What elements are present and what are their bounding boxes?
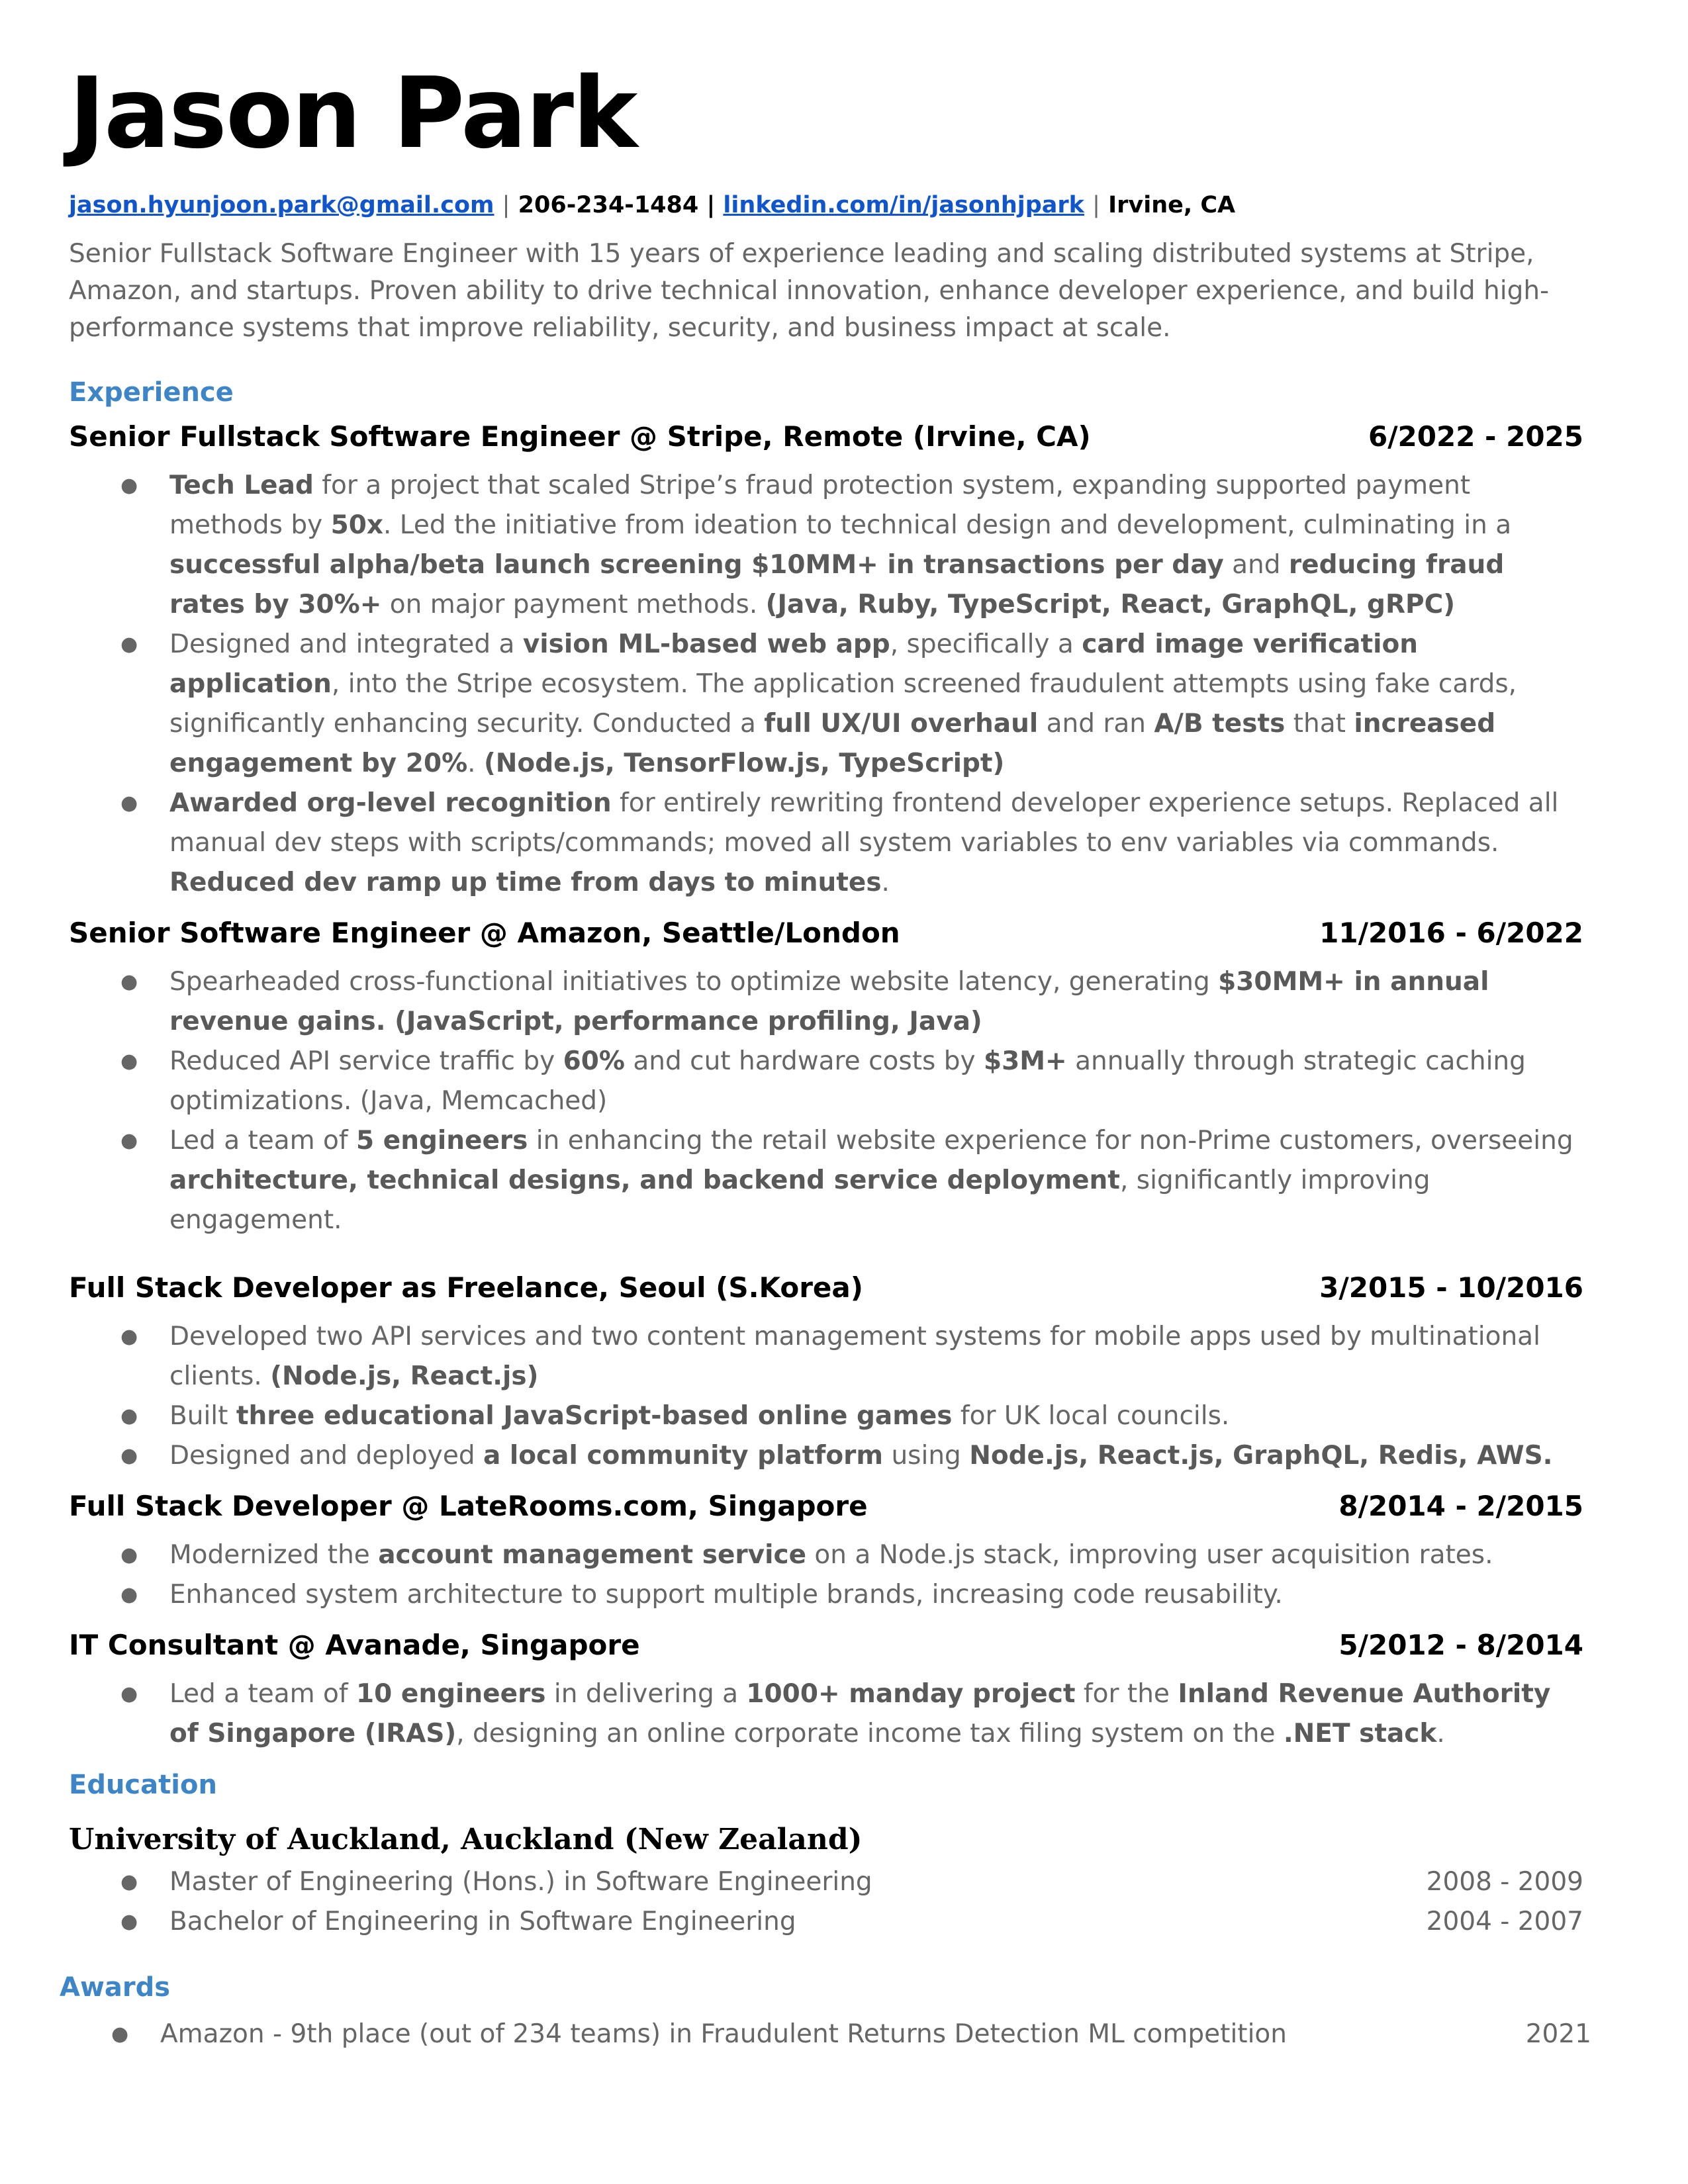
bullet-icon: ● [120,1910,138,1933]
bold-text: three educational JavaScript-based online games [236,1401,953,1431]
text: for entirely rewriting frontend developer experience setups. Replaced all manual dev steps with scripts/commands; moved all system variables to env variables via commands. [169,788,1559,858]
text: Led a team of [169,1679,357,1709]
list-item [69,466,1583,625]
bold-text: full UX/UI overhaul [764,709,1039,739]
job-header [69,915,1583,952]
text: , specifically a [890,629,1082,659]
list-item [69,1535,1583,1575]
text: Led a team of [169,1126,357,1156]
text: Developed two API services and two content management systems for mobile apps used by multinational clients. [169,1322,1540,1391]
bullet-icon: ● [120,1129,138,1152]
degree-item [69,1902,1583,1942]
bullet-icon: ● [120,1583,138,1606]
bold-text: Reduced dev ramp up time from days to minutes [169,868,882,897]
linkedin-link[interactable]: linkedin.com/in/jasonhjpark [723,192,1084,218]
bold-text: card image verification application [169,629,1419,699]
job-header [69,1488,1583,1525]
job-title: Full Stack Developer as Freelance, Seoul (S.Korea) [69,1271,863,1304]
job-dates: 6/2022 - 2025 [1368,420,1583,453]
awards-list [60,2015,1591,2054]
degree-label: Bachelor of Engineering in Software Engineering [169,1907,796,1936]
text: and [1223,550,1289,580]
job-dates: 8/2014 - 2/2015 [1338,1490,1583,1522]
bold-text: successful alpha/beta launch screening $10MM+ in transactions per day [169,550,1224,580]
job-bullets [69,466,1591,903]
resume-page [60,56,1591,2054]
summary: Senior Fullstack Software Engineer with 15 years of experience leading and scaling distributed systems at Stripe, Amazon, and startups. Proven ability to drive technical innovation, enhance developer experience, and build high-performance systems that improve reliability, security, and business impact at scale. [69,239,1550,343]
bold-text: vision ML-based web app [522,629,890,659]
contact-line [69,191,1591,220]
text: , into the Stripe ecosystem. The application screened fraudulent attempts using fake cards, significantly enhancing security. Conducted a [169,669,1517,739]
degree-years: 2008 - 2009 [1426,1867,1583,1897]
bold-text: a local community platform [483,1441,884,1471]
text: in enhancing the retail website experience for non-Prime customers, overseeing [528,1126,1573,1156]
bold-text: 1000+ manday project [746,1679,1076,1709]
bold-text: (Node.js, TensorFlow.js, TypeScript) [483,749,1005,778]
text: , designing an online corporate income tax filing system on the [456,1719,1284,1749]
bullet-icon: ● [120,1325,138,1348]
education-school: University of Auckland, Auckland (New Zealand) [69,1823,863,1856]
bold-text: account management service [378,1540,807,1570]
text: Modernized the [169,1540,379,1570]
bullet-icon: ● [120,1050,138,1073]
text: . [881,868,890,897]
job-dates: 11/2016 - 6/2022 [1319,917,1583,949]
job-header [69,1269,1583,1306]
bullet-icon: ● [120,1444,138,1467]
separator: | [502,192,510,218]
bold-text: .NET stack [1283,1719,1437,1749]
degree-label: Master of Engineering (Hons.) in Software Engineering [169,1867,872,1897]
job-header [69,418,1583,455]
bold-text: A/B tests [1154,709,1286,739]
bullet-icon: ● [120,1543,138,1567]
text: for UK local councils. [952,1401,1230,1431]
job-title: Senior Fullstack Software Engineer @ Stripe, Remote (Irvine, CA) [69,420,1091,453]
job-header [69,1627,1583,1664]
text: for the [1075,1679,1178,1709]
bullet-icon: ● [120,633,138,656]
bold-text: Awarded org-level recognition [169,788,612,818]
experience-heading: Experience [69,377,234,408]
awards-heading: Awards [60,1972,171,2003]
bullet-icon: ● [120,792,138,815]
text: Designed and deployed [169,1441,483,1471]
bullet-icon: ● [120,474,138,497]
award-label: Amazon - 9th place (out of 234 teams) in Fraudulent Returns Detection ML competition [160,2019,1287,2049]
job-dates: 3/2015 - 10/2016 [1319,1271,1583,1304]
text: using [883,1441,970,1471]
bold-text: 10 engineers [356,1679,546,1709]
list-item [69,784,1583,903]
job-bullets [69,1674,1591,1754]
text: Built [169,1401,236,1431]
bold-text: Inland Revenue Authority of Singapore (IRAS) [169,1679,1551,1749]
separator: | [1092,192,1100,218]
text: . [1436,1719,1445,1749]
email-link[interactable]: jason.hyunjoon.park@gmail.com [69,192,494,218]
location: Irvine, CA [1108,192,1236,218]
job-bullets [69,1535,1591,1615]
degree-years: 2004 - 2007 [1426,1907,1583,1936]
award-item [60,2015,1591,2054]
bold-text: increased engagement by 20% [169,709,1496,778]
list-item [69,962,1583,1042]
bold-text: 60% [563,1046,625,1076]
text: . Led the initiative from ideation to technical design and development, culminating in a [383,510,1512,540]
text: and ran [1038,709,1154,739]
bullet-icon: ● [120,1870,138,1893]
bold-text: $30MM+ in annual revenue gains. (JavaScript, performance profiling, Java) [169,967,1489,1036]
degree-list [69,1862,1591,1942]
bold-text: (Java, Ruby, TypeScript, React, GraphQL, gRPC) [765,590,1456,619]
candidate-name: Jason Park [69,56,637,170]
text: Designed and integrated a [169,629,523,659]
bold-text: (Node.js, React.js) [270,1361,539,1391]
bold-text: architecture, technical designs, and backend service deployment [169,1165,1120,1195]
text: on major payment methods. [381,590,766,619]
bold-text: $3M+ [983,1046,1067,1076]
bullet-icon: ● [120,970,138,993]
education-heading: Education [69,1770,217,1800]
list-item [69,1436,1583,1476]
list-item [69,1575,1583,1615]
list-item [69,1042,1583,1121]
degree-item [69,1862,1583,1902]
text: on a Node.js stack, improving user acquisition rates. [806,1540,1493,1570]
award-year: 2021 [1525,2019,1591,2049]
bold-text: 5 engineers [356,1126,528,1156]
phone-number: 206-234-1484 [518,192,699,218]
job-bullets [69,1317,1591,1476]
bullet-icon: ● [120,1404,138,1428]
bold-text: 50x [330,510,383,540]
bold-text: reducing fraud rates by 30%+ [169,550,1505,619]
bullet-icon: ● [120,1682,138,1706]
list-item [69,1317,1583,1396]
text: annually through strategic caching optimizations. (Java, Memcached) [169,1046,1526,1116]
text: Enhanced system architecture to support multiple brands, increasing code reusability. [169,1580,1283,1610]
list-item [69,1674,1583,1754]
job-dates: 5/2012 - 8/2014 [1338,1629,1583,1661]
job-title: Senior Software Engineer @ Amazon, Seattle/London [69,917,900,949]
text: Spearheaded cross-functional initiatives to optimize website latency, generating [169,967,1219,997]
experience-list [69,418,1591,1754]
text: Reduced API service traffic by [169,1046,563,1076]
job-bullets [69,962,1591,1240]
bullet-icon: ● [111,2023,129,2046]
text: that [1285,709,1354,739]
text: in delivering a [545,1679,747,1709]
text: , significantly improving engagement. [169,1165,1430,1235]
text: for a project that scaled Stripe’s fraud protection system, expanding supported payment methods by [169,471,1471,540]
list-item [69,625,1583,784]
bold-text: Tech Lead [169,471,314,500]
text: . [467,749,484,778]
bold-text: Node.js, React.js, GraphQL, Redis, AWS. [969,1441,1553,1471]
separator: | [706,192,716,218]
job-title: IT Consultant @ Avanade, Singapore [69,1629,640,1661]
job-title: Full Stack Developer @ LateRooms.com, Singapore [69,1490,868,1522]
list-item [69,1396,1583,1436]
list-item [69,1121,1583,1240]
text: and cut hardware costs by [624,1046,984,1076]
